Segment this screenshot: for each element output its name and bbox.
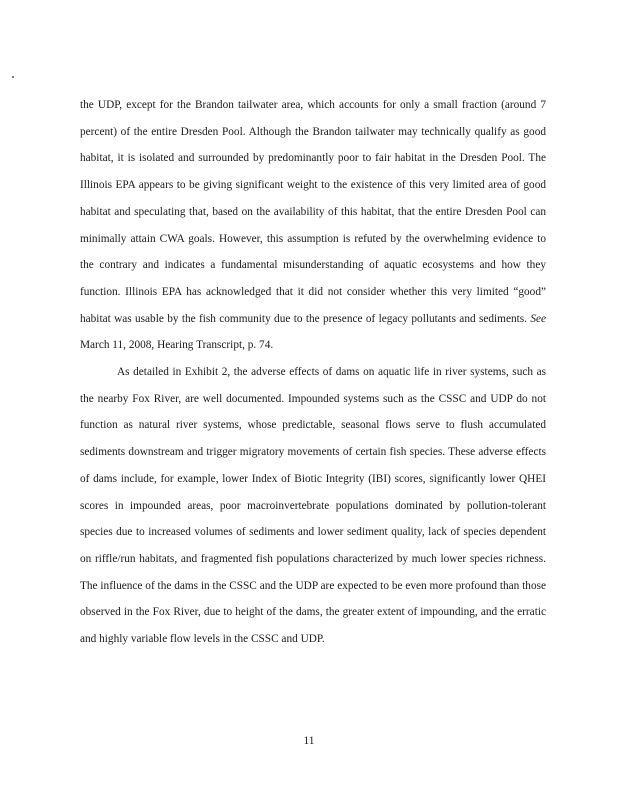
paragraph-1-citation: March 11, 2008, Hearing Transcript, p. 74. xyxy=(80,339,274,352)
paragraph-1 xyxy=(80,92,546,359)
paragraph-2: As detailed in Exhibit 2, the adverse effects of dams on aquatic life in river systems, such as the nearby Fox River, are well documented. Impounded systems such as the CSSC and UDP do not function as natural river systems, whose predictable, seasonal flows serve to flush accumulated sediments downstream and trigger migratory movements of certain fish species. These adverse effects of dams include, for example, lower Index of Biotic Integrity (IBI) scores, significantly lower QHEI scores in impounded areas, poor macroinvertebrate populations dominated by pollution-tolerant species due to increased volumes of sediments and lower sediment quality, lack of species dependent on riffle/run habitats, and fragmented fish populations characterized by much lower species richness. The influence of the dams in the CSSC and the UDP are expected to be even more profound than those observed in the Fox River, due to height of the dams, the greater extent of impounding, and the erratic and highly variable flow levels in the CSSC and UDP. xyxy=(80,366,546,646)
scan-speck xyxy=(12,76,14,78)
see-citation: See xyxy=(530,312,546,325)
document-body xyxy=(80,92,546,653)
page-number: 11 xyxy=(303,735,315,747)
paragraph-1-text: the UDP, except for the Brandon tailwater area, which accounts for only a small fraction (around 7 percent) of the entire Dresden Pool. Although the Brandon tailwater may technically qualify as good habitat, it is isolated and surrounded by predominantly poor to fair habitat in the Dresden Pool. The Illinois EPA appears to be giving significant weight to the existence of this very limited area of good habitat and speculating that, based on the availability of this habitat, that the entire Dresden Pool can minimally attain CWA goals. However, this assumption is refuted by the overwhelming evidence to the contrary and indicates a fundamental misunderstanding of aquatic ecosystems and how they function. Illinois EPA has acknowledged that it did not consider whether this very limited “good” habitat was usable by the fish community due to the presence of legacy pollutants and sediments. xyxy=(80,99,546,325)
